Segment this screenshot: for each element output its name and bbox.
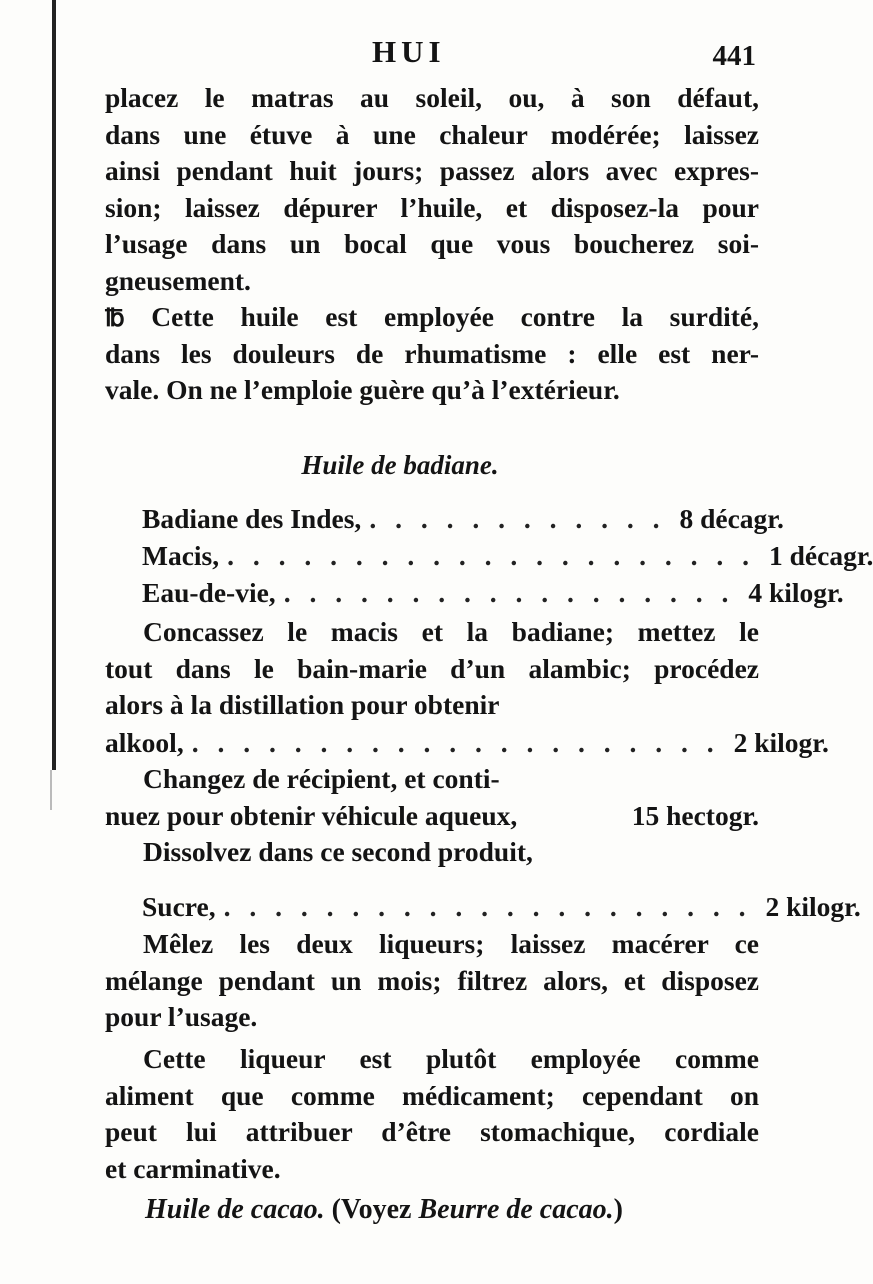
reference-open: (Voyez: [331, 1194, 419, 1225]
ingredient-name: Sucre,: [142, 891, 216, 922]
instructions-paragraph: [105, 614, 829, 871]
ingredient-row: [142, 574, 844, 611]
running-head: HUI: [372, 34, 446, 69]
text-line: Mêlez les deux liqueurs; laissez macérer ce: [143, 928, 759, 959]
text-line: tout dans le bain-marie d’un alambic; procédez: [105, 652, 759, 684]
product-name: alkool,: [105, 726, 184, 758]
product-name: nuez pour obtenir véhicule aqueux,: [105, 800, 518, 831]
text-line: gneusement.: [105, 264, 251, 296]
ingredient-quantity: 4 kilogr.: [748, 577, 844, 608]
text-line: et carminative.: [105, 1152, 281, 1184]
product-quantity: 15 hectogr.: [631, 800, 759, 831]
product-row-alkool: [105, 724, 829, 761]
note-paragraph: [105, 299, 759, 409]
page-binding-edge: [52, 0, 56, 770]
text-line: peut lui attribuer d’être stomachique, cordiale: [105, 1116, 759, 1147]
section-title: Huile de badiane.: [301, 450, 499, 480]
reference-close: ): [613, 1194, 623, 1225]
ingredient-row: [142, 500, 784, 537]
ingredient-row: [142, 537, 873, 574]
ingredient-name: Macis,: [142, 540, 220, 571]
leader-dots: . . . . . . . . . . . .: [369, 503, 666, 534]
text-line: pour l’usage.: [105, 1001, 258, 1032]
ingredient-name: Badiane des Indes,: [142, 503, 362, 534]
usage-paragraph: [105, 1041, 759, 1187]
text-line: dans une étuve à une chaleur modérée; laissez: [105, 118, 759, 150]
ingredient-list-sucre: [142, 888, 861, 925]
ingredient-quantity: 8 décagr.: [679, 503, 784, 534]
text-line: vale. On ne l’emploie guère qu’à l’extérieur.: [105, 374, 620, 405]
note-mark: ℔: [105, 306, 125, 332]
text-line: ainsi pendant huit jours; passez alors avec expres-: [105, 155, 759, 186]
text-line: Dissolvez dans ce second produit,: [143, 836, 533, 867]
text-line: placez le matras au soleil, ou, à son défaut,: [105, 82, 759, 113]
text-line: dans les douleurs de rhumatisme : elle est ner-: [105, 337, 759, 369]
entry-title: Huile de cacao.: [145, 1194, 325, 1225]
text-line: aliment que comme médicament; cependant on: [105, 1079, 759, 1111]
ingredient-quantity: 2 kilogr.: [765, 891, 861, 922]
page-number: 441: [712, 40, 756, 72]
text-line: mélange pendant un mois; filtrez alors, et disposez: [105, 964, 759, 996]
ingredient-list: [142, 500, 873, 611]
note-line-first: [105, 299, 759, 336]
leader-dots: . . . . . . . . . . . . . . . . . . . . .: [191, 726, 720, 758]
ingredient-row: [142, 888, 861, 925]
text-line: Concassez le macis et la badiane; mettez le: [143, 616, 759, 647]
leader-dots: . . . . . . . . . . . . . . . . . .: [283, 577, 735, 608]
text-line: Changez de récipient, et conti-: [143, 762, 500, 794]
text-line: Cette liqueur est plutôt employée comme: [143, 1043, 759, 1074]
ingredient-quantity: 1 décagr.: [769, 540, 873, 571]
leader-dots: . . . . . . . . . . . . . . . . . . . . .: [223, 891, 752, 922]
text-line: sion; laissez dépurer l’huile, et disposez-la pour: [105, 191, 759, 223]
cross-reference: [145, 1194, 765, 1226]
ingredient-name: Eau-de-vie,: [142, 577, 276, 608]
page-header: [0, 34, 800, 84]
product-quantity: 2 kilogr.: [733, 726, 829, 758]
text-line: alors à la distillation pour obtenir: [105, 689, 500, 720]
text-line: l’usage dans un bocal que vous boucherez soi-: [105, 228, 759, 259]
reference-target: Beurre de cacao.: [418, 1194, 614, 1225]
note-text: Cette huile est employée contre la surdité,: [151, 301, 759, 332]
mixing-paragraph: [105, 926, 759, 1036]
page-binding-edge-faint: [50, 770, 52, 810]
leader-dots: . . . . . . . . . . . . . . . . . . . . .: [227, 540, 756, 571]
intro-paragraph: [105, 80, 759, 299]
product-row-vehicule: [105, 797, 759, 834]
